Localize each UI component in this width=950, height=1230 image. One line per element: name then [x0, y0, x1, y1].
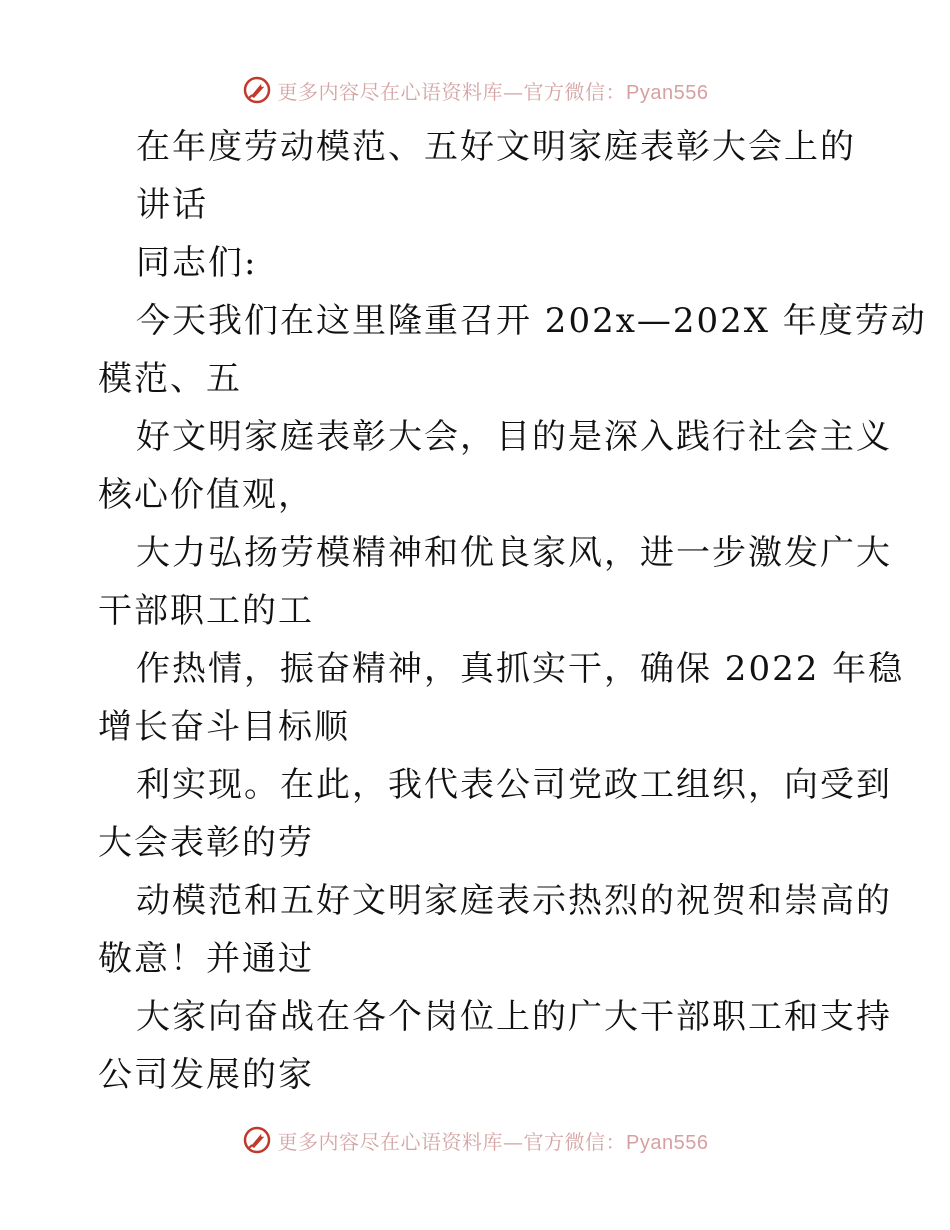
paragraph-line: 大力弘扬劳模精神和优良家风，进一步激发广大 [136, 533, 892, 573]
paragraph-line: 利实现。在此，我代表公司党政工组织，向受到 [136, 765, 892, 805]
paragraph-line: 大家向奋战在各个岗位上的广大干部职工和支持 [136, 997, 892, 1037]
banner-wechat-id: Pyan556 [626, 81, 709, 104]
salutation: 同志们: [136, 243, 258, 283]
paragraph-line: 模范、五 [98, 359, 242, 399]
paragraph-line: 干部职工的工 [98, 591, 314, 631]
paragraph-line: 好文明家庭表彰大会，目的是深入践行社会主义 [136, 417, 892, 457]
document-title-line-1: 在年度劳动模范、五好文明家庭表彰大会上的 [136, 127, 856, 167]
pen-nib-logo-icon [242, 75, 272, 105]
banner-text [278, 76, 709, 105]
banner-wechat-label: 官方微信： [523, 1129, 627, 1154]
banner-wechat-label: 官方微信： [523, 79, 627, 104]
paragraph-line: 今天我们在这里隆重召开 202x—202X 年度劳动 [136, 301, 927, 341]
banner-main-text: 更多内容尽在心语资料库 [277, 1129, 504, 1154]
paragraph-line: 增长奋斗目标顺 [98, 707, 350, 747]
pen-nib-logo-icon [242, 1125, 272, 1155]
paragraph-line: 敬意！并通过 [98, 939, 314, 979]
banner-text [278, 1126, 709, 1155]
banner-separator: — [503, 79, 524, 104]
footer-banner [0, 1120, 950, 1160]
banner-separator: — [503, 1129, 524, 1154]
paragraph-line: 动模范和五好文明家庭表示热烈的祝贺和崇高的 [136, 881, 892, 921]
banner-main-text: 更多内容尽在心语资料库 [277, 79, 504, 104]
paragraph-line: 作热情，振奋精神，真抓实干，确保 2022 年稳 [136, 649, 905, 689]
document-body [98, 118, 927, 1104]
document-title-line-2: 讲话 [136, 185, 208, 225]
paragraph-line: 大会表彰的劳 [98, 823, 314, 863]
paragraph-line: 核心价值观， [98, 475, 314, 515]
header-banner [0, 70, 950, 110]
paragraph-line: 公司发展的家 [98, 1055, 314, 1095]
banner-wechat-id: Pyan556 [626, 1131, 709, 1154]
